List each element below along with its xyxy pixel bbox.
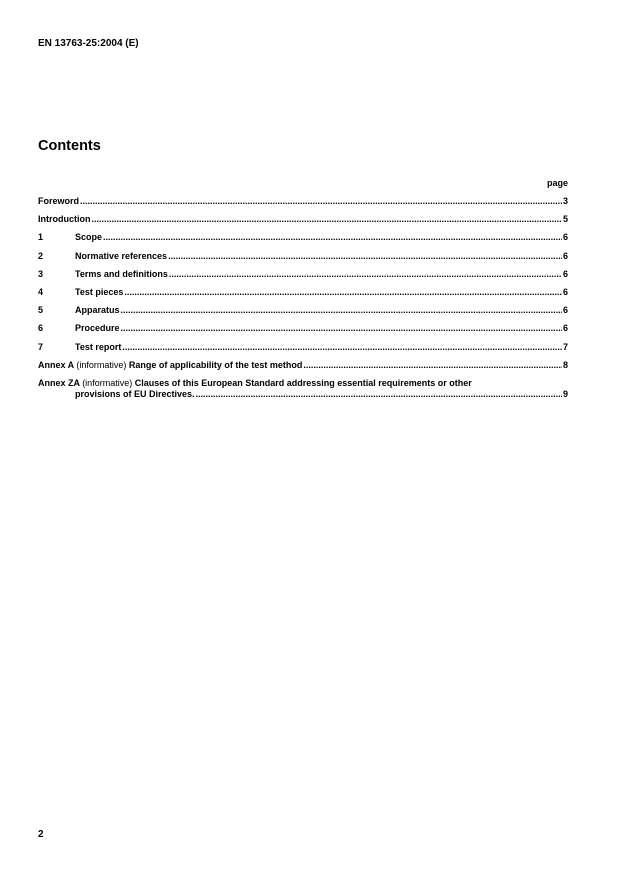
- dot-leader: [169, 269, 562, 280]
- toc-entry-title: Scope: [75, 232, 103, 243]
- annex-note: (informative): [76, 359, 127, 370]
- toc-entry-number: 6: [38, 323, 44, 334]
- dot-leader: [122, 342, 562, 353]
- toc-entry-foreword[interactable]: [38, 196, 568, 207]
- toc-entry-title: Terms and definitions: [75, 268, 168, 279]
- toc-entry-title: Foreword: [38, 196, 80, 206]
- toc-entry-page: 6: [562, 268, 568, 279]
- toc-entry-title: Normative references: [75, 250, 168, 261]
- toc-entry-title: Introduction: [38, 214, 91, 225]
- toc-entry-number: 7: [38, 341, 44, 352]
- toc-entry-title: Test pieces: [75, 286, 124, 297]
- toc-entry-test-report[interactable]: [38, 342, 568, 353]
- toc-entry-page: 6: [562, 286, 568, 297]
- toc-entry-title: [38, 360, 302, 371]
- annex-note: (informative): [82, 377, 133, 388]
- toc-entry-normative-references[interactable]: [38, 251, 568, 262]
- toc-entry-test-pieces[interactable]: [38, 287, 568, 298]
- toc-entry-page: 6: [562, 305, 568, 316]
- toc-entry-page: 6: [562, 250, 568, 261]
- toc-entry-page: 9: [562, 388, 568, 399]
- toc-entry-title: Test report: [75, 341, 122, 352]
- dot-leader: [196, 389, 562, 400]
- dot-leader: [121, 305, 562, 316]
- dot-leader: [124, 287, 562, 298]
- toc-entry-introduction[interactable]: [38, 214, 568, 225]
- toc-entry-number: 2: [38, 250, 44, 261]
- dot-leader: [92, 214, 562, 225]
- dot-leader: [168, 251, 562, 262]
- dot-leader: [80, 196, 562, 207]
- document-id: EN 13763-25:2004 (E): [38, 38, 139, 49]
- toc-entry-number: 1: [38, 232, 44, 243]
- toc-entry-apparatus[interactable]: [38, 305, 568, 316]
- annex-title-line-2: provisions of EU Directives.: [75, 388, 195, 399]
- table-of-contents: [38, 196, 568, 407]
- annex-title: Range of applicability of the test method: [128, 359, 303, 370]
- dot-leader: [103, 232, 562, 243]
- annex-title-line-1: Clauses of this European Standard addressing essential requirements or other: [134, 377, 472, 388]
- toc-entry-procedure[interactable]: [38, 323, 568, 334]
- dot-leader: [303, 360, 562, 371]
- page-number: 2: [38, 829, 44, 840]
- toc-entry-number: 5: [38, 305, 44, 316]
- contents-heading: Contents: [38, 138, 101, 154]
- annex-za-line-1: [38, 378, 568, 389]
- toc-entry-number: 3: [38, 268, 44, 279]
- annex-label: Annex A: [38, 359, 74, 370]
- dot-leader: [121, 323, 562, 334]
- annex-label: Annex ZA: [38, 377, 80, 388]
- annex-za-line-2: [38, 389, 568, 400]
- toc-entry-page: 5: [562, 214, 568, 225]
- toc-entry-page: 3: [562, 196, 568, 206]
- toc-entry-page: 6: [562, 323, 568, 334]
- toc-entry-annex-a[interactable]: [38, 360, 568, 371]
- toc-entry-annex-za[interactable]: [38, 378, 568, 400]
- toc-entry-page: 7: [562, 341, 568, 352]
- toc-entry-scope[interactable]: [38, 232, 568, 243]
- toc-entry-number: 4: [38, 286, 44, 297]
- toc-entry-page: 6: [562, 232, 568, 243]
- page-column-label: page: [546, 178, 568, 188]
- toc-entry-title: Procedure: [75, 323, 120, 334]
- toc-entry-title: Apparatus: [75, 305, 120, 316]
- toc-entry-page: 8: [562, 359, 568, 370]
- toc-entry-terms-and-definitions[interactable]: [38, 269, 568, 280]
